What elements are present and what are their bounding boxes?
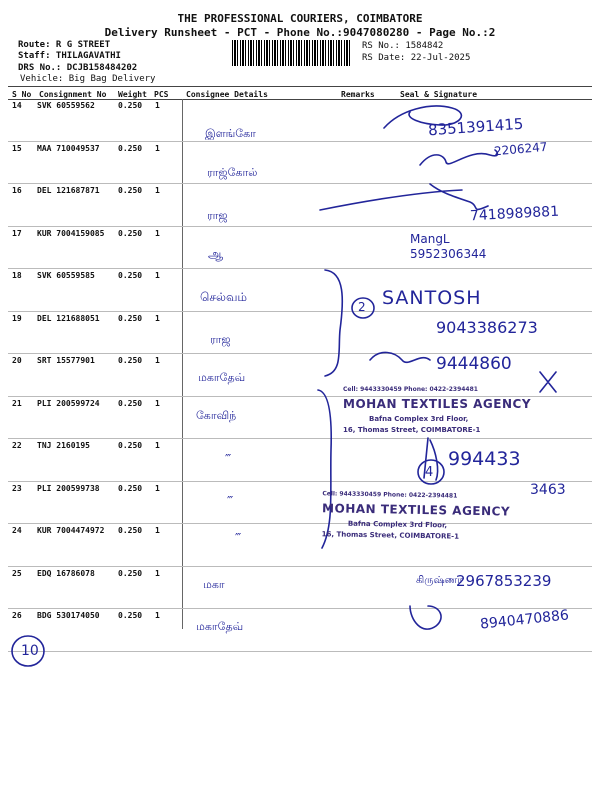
consignee-hw-21: கோவிந்	[196, 409, 237, 422]
row-pcs: 1	[155, 398, 160, 408]
bracket-18-20	[325, 270, 342, 376]
col-header-consignment: Consignment No	[39, 90, 107, 99]
consignee-hw-22: ‴	[225, 452, 232, 466]
row-sno: 19	[12, 313, 22, 323]
row-consignment: BDG 530174050	[37, 611, 100, 620]
row-sno: 15	[12, 143, 22, 153]
row-consignment: MAA 710049537	[37, 143, 100, 153]
row-sno: 17	[12, 228, 22, 238]
row-consignment: DEL 121688051	[37, 313, 100, 323]
consignee-hw-14: இளங்கோ	[205, 127, 256, 140]
row-pcs: 1	[155, 271, 160, 280]
row-consignment: KUR 7004159085	[37, 228, 105, 238]
bracket-note-2: 4	[425, 465, 434, 480]
sig-15-stroke	[420, 150, 497, 165]
vehicle-label: Vehicle: Big Bag Delivery	[20, 74, 156, 84]
staff-label: Staff: THILAGAVATHI	[18, 51, 121, 61]
col-header-weight: Weight	[118, 90, 147, 99]
row-weight: 0.250	[118, 441, 143, 450]
row-weight: 0.250	[118, 271, 143, 280]
consignee-hw-16: ராஜ	[207, 209, 228, 222]
bracket-note-1: 2	[358, 300, 366, 314]
sig-26-phone: 8940470886	[479, 607, 570, 633]
seal-stamp-1	[343, 386, 533, 434]
runsheet-subtitle: Delivery Runsheet - PCT - Phone No.:9047080280 - Page No.:2	[104, 26, 496, 39]
row-weight: 0.250	[118, 526, 143, 535]
row-consignment: TNJ 2160195	[37, 441, 90, 450]
consignee-hw-18: செல்வம்	[200, 290, 248, 304]
stamp-address-line2: 16, Thomas Street, COIMBATORE-1	[321, 530, 460, 541]
row-sno: 14	[12, 101, 22, 110]
stamp-address-line1: Bafna Complex 3rd Floor,	[347, 519, 448, 530]
sig-16-stroke	[320, 184, 488, 210]
sig-25-phone: 2967853239	[456, 572, 552, 590]
sig-18-name: SANTOSH	[382, 287, 482, 309]
row-pcs: 1	[155, 611, 160, 620]
col-header-seal: Seal & Signature	[400, 90, 478, 99]
row-weight: 0.250	[118, 228, 143, 238]
drs-number: DRS No.: DCJB158484202	[18, 63, 138, 73]
sig-23-phone: 994433	[448, 448, 521, 470]
sig-15-phone: 2206247	[493, 139, 548, 159]
consignee-hw-24: ‴	[235, 531, 242, 545]
consignee-hw-20: மகாதேவ்	[198, 371, 246, 384]
row-pcs: 1	[155, 526, 160, 535]
rs-number: RS No.: 1584842	[362, 41, 444, 51]
sig-25-name: கிருஷ்ணா	[416, 575, 463, 586]
row-pcs: 1	[155, 143, 160, 153]
route-label: Route: R G STREET	[18, 40, 111, 50]
row-weight: 0.250	[118, 101, 143, 110]
consignee-hw-26: மகாதேவ்	[196, 620, 244, 633]
col-header-remarks: Remarks	[341, 90, 375, 99]
stamp-address-line2: 16, Thomas Street, COIMBATORE-1	[343, 426, 481, 434]
consignee-hw-15: ராஜ்கோல்	[207, 166, 258, 179]
stamp-address-line1: Bafna Complex 3rd Floor,	[369, 415, 469, 423]
row-sno: 20	[12, 356, 22, 365]
row-consignment: EDQ 16786078	[37, 568, 95, 578]
row-weight: 0.250	[118, 356, 143, 365]
col-header-consignee: Consignee Details	[186, 90, 268, 99]
row-pcs: 1	[155, 313, 160, 323]
col-header-pcs: PCS	[154, 90, 169, 99]
row-pcs: 1	[155, 441, 160, 450]
consignee-hw-23: ‴	[227, 494, 234, 508]
row-weight: 0.250	[118, 611, 143, 620]
sig-26-stroke	[410, 606, 441, 629]
row-weight: 0.250	[118, 568, 143, 578]
row-weight: 0.250	[118, 186, 143, 195]
row-sno: 23	[12, 483, 22, 493]
consignee-hw-19: ராஜ	[210, 333, 231, 346]
row-consignment: PLI 200599724	[37, 398, 100, 408]
row-sno: 26	[12, 611, 22, 620]
row-consignment: SRT 15577901	[37, 356, 95, 365]
row-pcs: 1	[155, 568, 160, 578]
row-weight: 0.250	[118, 143, 143, 153]
sig-17-name: MangL	[410, 232, 450, 246]
sig-19-phone: 9043386273	[436, 318, 538, 337]
consignee-hw-25: மகா	[203, 578, 225, 591]
row-consignment: DEL 121687871	[37, 186, 100, 195]
sig-17-phone: 5952306344	[410, 247, 487, 261]
row-pcs: 1	[155, 101, 160, 110]
row-sno: 24	[12, 526, 22, 535]
row-pcs: 1	[155, 186, 160, 195]
row-pcs: 1	[155, 483, 160, 493]
company-title: THE PROFESSIONAL COURIERS, COIMBATORE	[177, 12, 423, 25]
sig-24-digits: 3463	[530, 482, 566, 498]
row-sno: 21	[12, 398, 22, 408]
stamp-company: MOHAN TEXTILES AGENCY	[321, 501, 511, 519]
row-sno: 16	[12, 186, 22, 195]
row-consignment: SVK 60559585	[37, 271, 95, 280]
col-header-sno: S No	[12, 90, 32, 99]
row-weight: 0.250	[118, 483, 143, 493]
row-weight: 0.250	[118, 398, 143, 408]
consignee-hw-17: ஆ	[208, 247, 224, 261]
sig-16-phone: 7418989881	[469, 203, 560, 225]
sig-20-phone: 9444860	[436, 354, 512, 374]
row-consignment: SVK 60559562	[37, 101, 95, 110]
row-sno: 25	[12, 568, 22, 578]
row-weight: 0.250	[118, 313, 143, 323]
row-consignment: KUR 7004474972	[37, 526, 105, 535]
rs-date: RS Date: 22-Jul-2025	[362, 53, 471, 63]
page-count-note: 10	[21, 643, 39, 659]
stamp-phone: Cell: 9443330459 Phone: 0422-2394481	[343, 386, 478, 393]
seal-stamp-2	[322, 490, 523, 541]
sig-14-phone: 8351391415	[427, 114, 524, 140]
stamp-company: MOHAN TEXTILES AGENCY	[343, 397, 532, 411]
row-sno: 22	[12, 441, 22, 450]
row-consignment: PLI 200599738	[37, 483, 100, 493]
row-pcs: 1	[155, 228, 160, 238]
row-pcs: 1	[155, 356, 160, 365]
row-sno: 18	[12, 271, 22, 280]
stamp-phone: Cell: 9443330459 Phone: 0422-2394481	[322, 490, 458, 500]
